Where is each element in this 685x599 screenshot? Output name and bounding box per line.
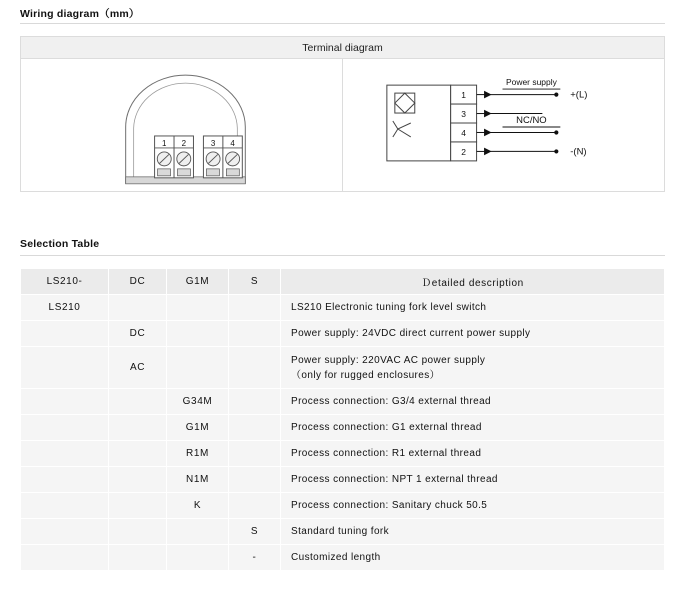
svg-text:2: 2 <box>461 146 466 157</box>
cell-power <box>109 389 167 415</box>
svg-text:3: 3 <box>461 109 466 120</box>
header-model: LS210- <box>21 269 109 295</box>
svg-text:1: 1 <box>162 138 167 148</box>
cell-description <box>281 389 665 415</box>
table-row <box>21 295 665 321</box>
cell-fork <box>229 295 281 321</box>
table-row <box>21 415 665 441</box>
terminal-diagram-box <box>20 36 665 192</box>
cell-power <box>109 415 167 441</box>
cell-description <box>281 493 665 519</box>
cell-description <box>281 321 665 347</box>
cell-model <box>21 493 109 519</box>
description-line-1: Power supply: 24VDC direct current power supply <box>291 328 531 339</box>
wiring-schematic <box>343 59 664 192</box>
svg-text:-(N): -(N) <box>570 146 587 158</box>
svg-text:4: 4 <box>230 138 235 148</box>
table-row <box>21 467 665 493</box>
cell-model <box>21 321 109 347</box>
cell-fork <box>229 389 281 415</box>
wiring-schematic-svg <box>343 59 664 192</box>
terminal-block-svg <box>21 59 342 192</box>
cell-fork <box>229 347 281 389</box>
description-line-2: （only for rugged enclosures） <box>291 369 441 381</box>
cell-fork: - <box>229 545 281 571</box>
cell-process <box>167 545 229 571</box>
cell-power <box>109 493 167 519</box>
cell-description <box>281 347 665 389</box>
cell-model <box>21 347 109 389</box>
description-line-1: Process connection: G1 external thread <box>291 422 482 433</box>
table-row <box>21 493 665 519</box>
cell-description <box>281 295 665 321</box>
table-row <box>21 321 665 347</box>
cell-process: N1M <box>167 467 229 493</box>
cell-power <box>109 519 167 545</box>
cell-fork <box>229 321 281 347</box>
cell-process: G34M <box>167 389 229 415</box>
header-fork: S <box>229 269 281 295</box>
cell-description <box>281 441 665 467</box>
description-line-1: Process connection: Sanitary chuck 50.5 <box>291 500 488 511</box>
cell-fork <box>229 415 281 441</box>
cell-process: K <box>167 493 229 519</box>
cell-model <box>21 545 109 571</box>
table-row <box>21 389 665 415</box>
cell-model: LS210 <box>21 295 109 321</box>
cell-process: G1M <box>167 415 229 441</box>
svg-text:2: 2 <box>181 138 187 148</box>
cell-model <box>21 389 109 415</box>
cell-description <box>281 519 665 545</box>
svg-text:NC/NO: NC/NO <box>516 115 547 127</box>
table-row <box>21 347 665 389</box>
terminal-diagram-header: Terminal diagram <box>21 37 664 59</box>
cell-description <box>281 545 665 571</box>
description-line-1: Process connection: G3/4 external thread <box>291 396 491 407</box>
cell-model <box>21 415 109 441</box>
cell-description <box>281 467 665 493</box>
selection-table-body <box>21 295 665 571</box>
svg-text:1: 1 <box>461 90 466 101</box>
cell-description <box>281 415 665 441</box>
cell-fork <box>229 493 281 519</box>
cell-fork <box>229 467 281 493</box>
description-line-1: Standard tuning fork <box>291 526 390 537</box>
cell-fork: S <box>229 519 281 545</box>
table-row <box>21 441 665 467</box>
cell-power <box>109 295 167 321</box>
description-line-1: Customized length <box>291 552 381 563</box>
cell-model <box>21 467 109 493</box>
table-row <box>21 519 665 545</box>
svg-text:+(L): +(L) <box>570 89 588 101</box>
cell-power <box>109 441 167 467</box>
header-process-connection: G1M <box>167 269 229 295</box>
description-line-1: Power supply: 220VAC AC power supply <box>291 354 486 366</box>
description-line-1: Process connection: NPT 1 external thread <box>291 474 498 485</box>
terminal-block-illustration <box>21 59 343 192</box>
cell-power <box>109 545 167 571</box>
cell-process <box>167 321 229 347</box>
svg-text:3: 3 <box>210 138 216 148</box>
svg-text:Power supply: Power supply <box>505 77 557 88</box>
cell-process: R1M <box>167 441 229 467</box>
table-header-row <box>21 269 665 295</box>
description-line-1: Process connection: R1 external thread <box>291 448 482 459</box>
wiring-diagram-title: Wiring diagram（mm） <box>20 8 140 20</box>
cell-model <box>21 519 109 545</box>
cell-power: DC <box>109 321 167 347</box>
selection-table-title: Selection Table <box>20 238 100 250</box>
cell-process <box>167 519 229 545</box>
cell-process <box>167 347 229 389</box>
cell-fork <box>229 441 281 467</box>
header-power: DC <box>109 269 167 295</box>
description-line-1: LS210 Electronic tuning fork level switch <box>291 302 487 313</box>
header-description: Ｄetailed description <box>281 269 665 295</box>
selection-table <box>20 268 665 571</box>
selection-divider <box>20 255 665 256</box>
svg-text:4: 4 <box>461 127 466 138</box>
cell-model <box>21 441 109 467</box>
wiring-divider <box>20 23 665 24</box>
terminal-diagram-body <box>21 59 664 192</box>
selection-table-head <box>21 269 665 295</box>
cell-power: AC <box>109 347 167 389</box>
cell-process <box>167 295 229 321</box>
cell-power <box>109 467 167 493</box>
table-row <box>21 545 665 571</box>
